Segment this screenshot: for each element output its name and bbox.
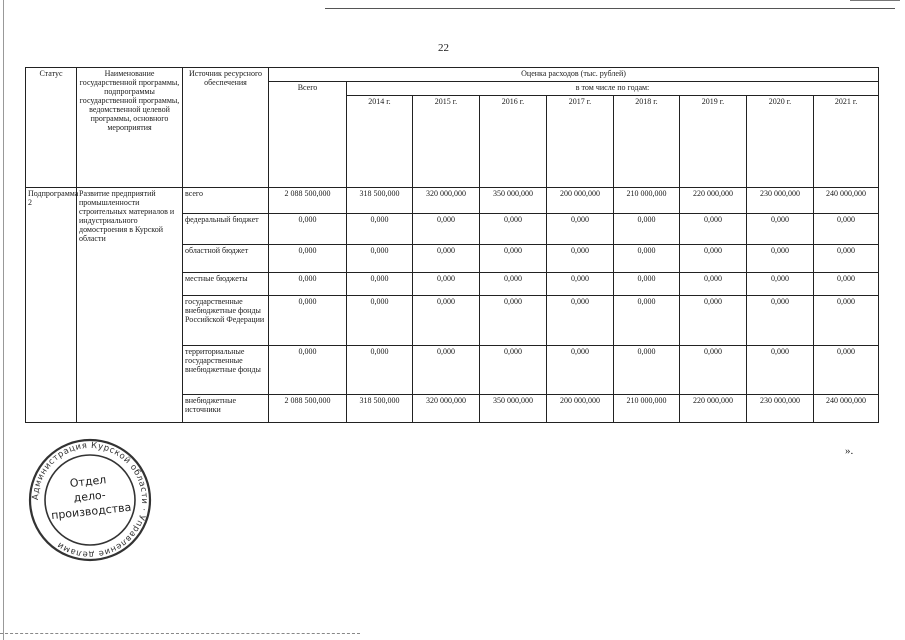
year-value-cell: 0,000: [413, 214, 480, 245]
year-value-cell: 210 000,000: [614, 188, 680, 214]
total-cell: 0,000: [269, 296, 347, 346]
year-value-cell: 0,000: [547, 346, 614, 395]
total-cell: 0,000: [269, 273, 347, 296]
total-cell: 0,000: [269, 214, 347, 245]
year-value-cell: 0,000: [547, 296, 614, 346]
year-value-cell: 0,000: [680, 346, 747, 395]
year-value-cell: 240 000,000: [814, 395, 879, 423]
total-cell: 2 088 500,000: [269, 395, 347, 423]
year-value-cell: 220 000,000: [680, 188, 747, 214]
header-year: 2017 г.: [547, 96, 614, 188]
year-value-cell: 0,000: [680, 245, 747, 273]
page-number: 22: [438, 42, 449, 54]
header-year: 2021 г.: [814, 96, 879, 188]
header-year: 2018 г.: [614, 96, 680, 188]
header-name: Наименование государственной программы, подпрограммы государственной программы, ведомственной целевой программы, основного мероприятия: [77, 68, 183, 188]
year-value-cell: 200 000,000: [547, 395, 614, 423]
year-value-cell: 0,000: [347, 245, 413, 273]
year-value-cell: 0,000: [614, 214, 680, 245]
status-cell: Подпрограмма 2: [26, 188, 77, 423]
year-value-cell: 0,000: [347, 296, 413, 346]
year-value-cell: 0,000: [614, 296, 680, 346]
official-stamp: [25, 435, 155, 565]
table-body: [26, 188, 879, 423]
year-value-cell: 318 500,000: [347, 188, 413, 214]
year-value-cell: 0,000: [747, 245, 814, 273]
year-value-cell: 0,000: [814, 273, 879, 296]
year-value-cell: 0,000: [413, 296, 480, 346]
scan-margin-line: [3, 0, 4, 640]
source-cell: местные бюджеты: [183, 273, 269, 296]
year-value-cell: 0,000: [480, 296, 547, 346]
total-cell: 0,000: [269, 245, 347, 273]
year-value-cell: 0,000: [747, 273, 814, 296]
table-row: [26, 188, 879, 214]
header-year: 2015 г.: [413, 96, 480, 188]
source-cell: территориальные государственные внебюджетные фонды: [183, 346, 269, 395]
year-value-cell: 220 000,000: [680, 395, 747, 423]
header-rule: [325, 8, 895, 9]
year-value-cell: 0,000: [614, 346, 680, 395]
year-value-cell: 0,000: [614, 273, 680, 296]
header-estimate: Оценка расходов (тыс. рублей): [269, 68, 879, 82]
total-cell: 2 088 500,000: [269, 188, 347, 214]
header-year: 2016 г.: [480, 96, 547, 188]
year-value-cell: 230 000,000: [747, 395, 814, 423]
year-value-cell: 0,000: [747, 346, 814, 395]
year-value-cell: 0,000: [680, 296, 747, 346]
header-year: 2019 г.: [680, 96, 747, 188]
year-value-cell: 0,000: [814, 245, 879, 273]
stamp-inner-line-1: Отдел: [69, 473, 107, 490]
expenditure-table: [25, 67, 879, 423]
year-value-cell: 0,000: [614, 245, 680, 273]
year-value-cell: 0,000: [413, 273, 480, 296]
total-cell: 0,000: [269, 346, 347, 395]
year-value-cell: 0,000: [413, 346, 480, 395]
header-by-years: в том числе по годам:: [347, 82, 879, 96]
year-value-cell: 0,000: [747, 214, 814, 245]
header-year: 2014 г.: [347, 96, 413, 188]
stamp-inner-line-2: дело-: [72, 488, 107, 505]
year-value-cell: 0,000: [747, 296, 814, 346]
year-value-cell: 0,000: [814, 214, 879, 245]
year-value-cell: 0,000: [413, 245, 480, 273]
year-value-cell: 0,000: [814, 296, 879, 346]
source-cell: внебюджетные источники: [183, 395, 269, 423]
stamp-inner-line-3: производства: [50, 500, 132, 523]
year-value-cell: 0,000: [480, 273, 547, 296]
year-value-cell: 0,000: [480, 214, 547, 245]
header-year: 2020 г.: [747, 96, 814, 188]
year-value-cell: 350 000,000: [480, 188, 547, 214]
year-value-cell: 320 000,000: [413, 188, 480, 214]
year-value-cell: 0,000: [480, 245, 547, 273]
stamp-outer-text: Администрация Курской области · Управление делами: [30, 440, 150, 560]
year-value-cell: 0,000: [814, 346, 879, 395]
year-value-cell: 318 500,000: [347, 395, 413, 423]
year-value-cell: 0,000: [347, 214, 413, 245]
year-value-cell: 0,000: [680, 273, 747, 296]
footer-rule: [0, 633, 360, 634]
year-value-cell: 0,000: [547, 245, 614, 273]
header-source: Источник ресурсного обеспечения: [183, 68, 269, 188]
source-cell: федеральный бюджет: [183, 214, 269, 245]
year-value-cell: 0,000: [547, 273, 614, 296]
year-value-cell: 240 000,000: [814, 188, 879, 214]
year-value-cell: 350 000,000: [480, 395, 547, 423]
year-value-cell: 210 000,000: [614, 395, 680, 423]
year-value-cell: 0,000: [347, 273, 413, 296]
year-value-cell: 0,000: [680, 214, 747, 245]
header-status: Статус: [26, 68, 77, 188]
source-cell: областной бюджет: [183, 245, 269, 273]
year-value-cell: 0,000: [547, 214, 614, 245]
header-total: Всего: [269, 82, 347, 188]
year-value-cell: 230 000,000: [747, 188, 814, 214]
closing-quote: ».: [845, 445, 854, 457]
year-value-cell: 0,000: [480, 346, 547, 395]
year-value-cell: 320 000,000: [413, 395, 480, 423]
source-cell: государственные внебюджетные фонды Российской Федерации: [183, 296, 269, 346]
program-name-cell: Развитие предприятий промышленности строительных материалов и индустриального домостроения в Курской области: [77, 188, 183, 423]
year-value-cell: 0,000: [347, 346, 413, 395]
source-cell: всего: [183, 188, 269, 214]
header-rule-right: [850, 0, 900, 1]
year-value-cell: 200 000,000: [547, 188, 614, 214]
